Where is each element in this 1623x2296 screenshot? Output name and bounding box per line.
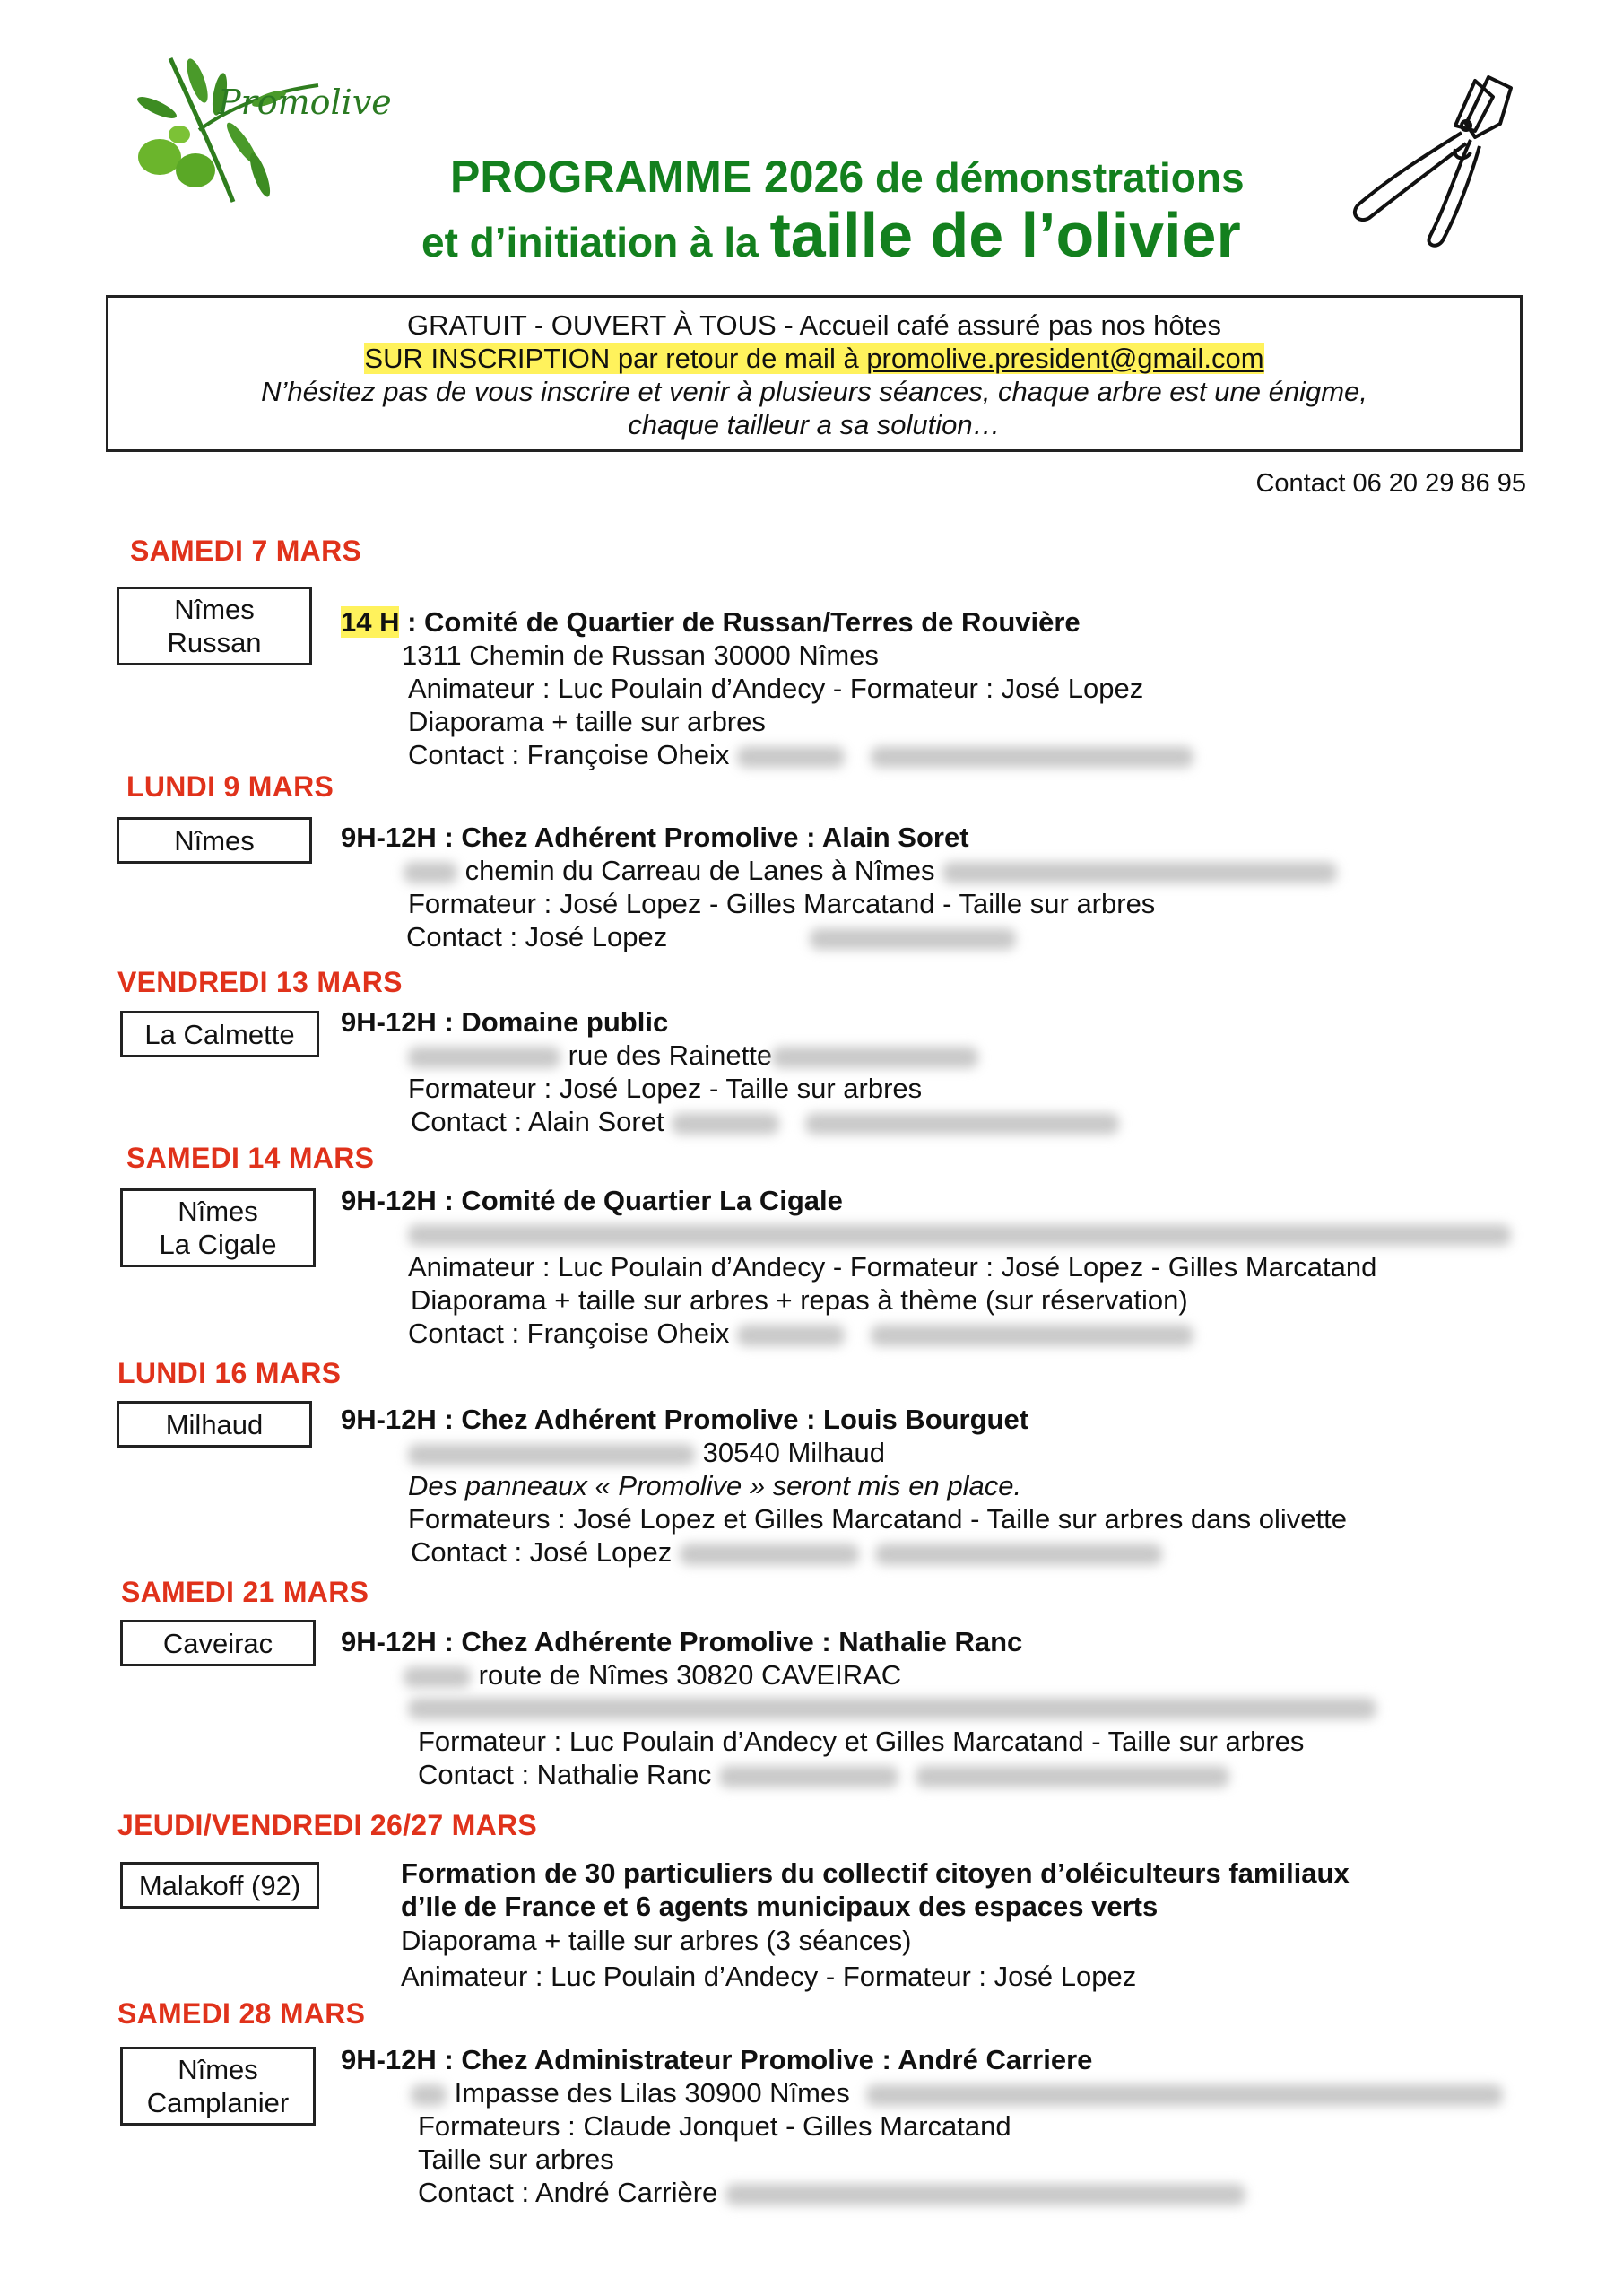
place-box xyxy=(117,817,312,864)
info-solution: chaque tailleur a sa solution… xyxy=(628,409,1001,440)
place-box xyxy=(120,1862,319,1909)
title-line-1 xyxy=(450,151,1245,203)
place-box xyxy=(120,2047,316,2126)
date-lundi-9-mars: LUNDI 9 MARS xyxy=(126,770,334,803)
session-title: Chez Adhérente Promolive : Nathalie Ranc xyxy=(461,1626,1023,1657)
session-heading: 9H-12H : Chez Adhérent Promolive : Louis Bourguet xyxy=(341,1404,1029,1435)
info-invite: N’hésitez pas de vous inscrire et venir à plusieurs séances, chaque arbre est une énigme, xyxy=(261,376,1367,407)
session-title: Chez Adhérent Promolive : Louis Bourguet xyxy=(461,1404,1029,1435)
place-city: Caveirac xyxy=(162,1627,273,1659)
redacted-email xyxy=(916,1766,1229,1787)
session-note: Des panneaux « Promolive » seront mis en place. xyxy=(408,1470,1022,1501)
place-city: Milhaud xyxy=(165,1408,264,1440)
place-box xyxy=(120,1188,316,1267)
redacted-phone xyxy=(680,1544,859,1565)
place-city: Nîmes xyxy=(178,2054,258,2085)
session-time: 9H-12H xyxy=(341,1185,437,1216)
contact-label: Contact : André Carrière xyxy=(418,2177,718,2208)
redacted-email xyxy=(871,1325,1193,1346)
redacted-number xyxy=(404,862,457,883)
session-detail: Animateur : Luc Poulain d’Andecy - Formateur : José Lopez xyxy=(408,673,1144,704)
address-text: Impasse des Lilas 30900 Nîmes xyxy=(454,2077,850,2109)
session-contact xyxy=(406,920,1016,953)
session-title: Chez Adhérent Promolive : Alain Soret xyxy=(461,822,969,853)
session-detail: Diaporama + taille sur arbres (3 séances) xyxy=(401,1925,912,1956)
place-box xyxy=(120,1011,319,1057)
contact-label: Contact : Alain Soret xyxy=(411,1106,664,1137)
session-address xyxy=(404,1658,901,1692)
session-time: 9H-12H xyxy=(341,822,437,853)
redacted-email xyxy=(875,1544,1162,1565)
date-samedi-7-mars: SAMEDI 7 MARS xyxy=(130,535,362,567)
session-address xyxy=(404,854,1337,887)
date-lundi-16-mars: LUNDI 16 MARS xyxy=(117,1357,342,1389)
session-detail: Formateur : José Lopez - Gilles Marcatand - Taille sur arbres xyxy=(408,888,1156,919)
session-address: 1311 Chemin de Russan 30000 Nîmes xyxy=(402,639,879,671)
address-text: chemin du Carreau de Lanes à Nîmes xyxy=(464,855,935,886)
place-box xyxy=(117,1401,312,1448)
session-contact xyxy=(408,1317,1193,1350)
contact-label: Contact : Françoise Oheix xyxy=(408,739,730,770)
redacted-directions xyxy=(866,2084,1503,2106)
redacted-phone xyxy=(737,1325,845,1346)
place-city: La Calmette xyxy=(144,1018,295,1050)
session-contact xyxy=(418,2176,1245,2209)
redacted-contact xyxy=(725,2184,1245,2205)
contact-label: Contact : Françoise Oheix xyxy=(408,1318,730,1349)
info-free: GRATUIT - OUVERT À TOUS - Accueil café assuré pas nos hôtes xyxy=(407,309,1221,341)
redacted-phone xyxy=(672,1113,779,1135)
title-line-2 xyxy=(421,199,1241,271)
date-samedi-14-mars: SAMEDI 14 MARS xyxy=(126,1142,375,1174)
place-district: La Cigale xyxy=(159,1229,277,1260)
session-title: Domaine public xyxy=(461,1006,669,1038)
session-address xyxy=(408,1436,885,1469)
redacted-phone xyxy=(719,1766,898,1787)
session-time: 9H-12H xyxy=(341,1404,437,1435)
session-detail: Diaporama + taille sur arbres xyxy=(408,706,766,737)
session-detail: Formateur : José Lopez - Taille sur arbres xyxy=(408,1073,923,1104)
place-district: Camplanier xyxy=(146,2087,290,2118)
pruning-shears-icon xyxy=(1341,70,1520,249)
redacted-number xyxy=(404,1666,471,1688)
info-registration xyxy=(108,342,1520,375)
place-district: Russan xyxy=(167,627,262,658)
session-time: 14 H xyxy=(341,606,400,638)
session-detail: Diaporama + taille sur arbres + repas à thème (sur réservation) xyxy=(411,1284,1188,1316)
redacted-email xyxy=(871,746,1193,768)
registration-text: SUR INSCRIPTION par retour de mail à xyxy=(364,343,867,374)
session-detail: Taille sur arbres xyxy=(418,2144,614,2175)
session-title: Formation de 30 particuliers du collectif citoyen d’oléiculteurs familiaux xyxy=(401,1857,1350,1889)
title-programme: PROGRAMME 2026 xyxy=(450,152,864,202)
place-city: Nîmes xyxy=(174,594,255,625)
place-box xyxy=(117,587,312,665)
session-detail: Formateurs : Claude Jonquet - Gilles Marcatand xyxy=(418,2110,1011,2142)
address-text: route de Nîmes 30820 CAVEIRAC xyxy=(478,1659,902,1691)
session-detail: Formateur : Luc Poulain d’Andecy et Gilles Marcatand - Taille sur arbres xyxy=(418,1726,1305,1757)
session-time: 9H-12H xyxy=(341,1006,437,1038)
date-samedi-28-mars: SAMEDI 28 MARS xyxy=(117,1997,366,2030)
contact-label: Contact : Nathalie Ranc xyxy=(418,1759,712,1790)
title-initiation: et d’initiation à la xyxy=(421,219,770,265)
date-jeudi-vendredi-26-27-mars: JEUDI/VENDREDI 26/27 MARS xyxy=(117,1809,538,1841)
session-heading: 9H-12H : Chez Administrateur Promolive : André Carriere xyxy=(341,2044,1093,2075)
session-title: Chez Administrateur Promolive : André Carriere xyxy=(461,2044,1093,2075)
redacted-address-end xyxy=(772,1047,978,1068)
redacted-directions xyxy=(408,1698,1376,1719)
address-text: rue des Rainette xyxy=(568,1039,773,1071)
logo-text: Promolive xyxy=(218,83,392,122)
session-heading: 9H-12H : Chez Adhérente Promolive : Nathalie Ranc xyxy=(341,1626,1023,1657)
redacted-number xyxy=(411,2084,447,2106)
email-link[interactable]: promolive.president@gmail.com xyxy=(866,343,1264,374)
session-time: 9H-12H xyxy=(341,1626,437,1657)
session-title: Comité de Quartier de Russan/Terres de Rouvière xyxy=(424,606,1081,638)
session-contact xyxy=(408,738,1193,771)
title-demonstrations: de démonstrations xyxy=(864,154,1245,201)
session-detail: Formateurs : José Lopez et Gilles Marcatand - Taille sur arbres dans olivette xyxy=(408,1503,1348,1535)
redacted-address-start xyxy=(408,1047,560,1068)
address-text: 30540 Milhaud xyxy=(702,1437,886,1468)
redacted-phone xyxy=(810,928,1016,950)
session-heading: 14 H : Comité de Quartier de Russan/Terres de Rouvière xyxy=(341,606,1081,638)
session-address xyxy=(408,1039,978,1072)
session-detail: Animateur : Luc Poulain d’Andecy - Formateur : José Lopez xyxy=(401,1961,1137,1992)
place-city: Nîmes xyxy=(174,824,255,857)
olive-branch-logo xyxy=(135,45,430,215)
contact-label: Contact : José Lopez xyxy=(411,1536,673,1568)
session-address xyxy=(411,2076,1503,2109)
session-detail: Animateur : Luc Poulain d’Andecy - Formateur : José Lopez - Gilles Marcatand xyxy=(408,1251,1377,1283)
contact-label: Contact : José Lopez xyxy=(406,921,668,952)
redacted-address xyxy=(408,1224,1511,1246)
session-time: 9H-12H xyxy=(341,2044,437,2075)
info-box xyxy=(106,295,1523,452)
title-taille: taille de l’olivier xyxy=(769,200,1241,270)
place-city: Malakoff (92) xyxy=(138,1869,301,1901)
redacted-address xyxy=(942,862,1337,883)
session-title-cont: d’Ile de France et 6 agents municipaux des espaces verts xyxy=(401,1891,1159,1922)
session-heading: 9H-12H : Domaine public xyxy=(341,1006,669,1038)
date-vendredi-13-mars: VENDREDI 13 MARS xyxy=(117,966,403,998)
place-city: Nîmes xyxy=(178,1196,258,1227)
main-contact: Contact 06 20 29 86 95 xyxy=(1255,469,1526,498)
redacted-address xyxy=(408,1444,695,1465)
redacted-phone xyxy=(737,746,845,768)
redacted-email xyxy=(805,1113,1119,1135)
place-box xyxy=(120,1620,316,1666)
session-contact xyxy=(411,1105,1119,1138)
session-contact xyxy=(411,1535,1162,1569)
session-contact xyxy=(418,1758,1229,1791)
session-heading: 9H-12H : Comité de Quartier La Cigale xyxy=(341,1185,843,1216)
session-title: Comité de Quartier La Cigale xyxy=(461,1185,843,1216)
session-heading: 9H-12H : Chez Adhérent Promolive : Alain Soret xyxy=(341,822,969,853)
date-samedi-21-mars: SAMEDI 21 MARS xyxy=(121,1576,369,1608)
